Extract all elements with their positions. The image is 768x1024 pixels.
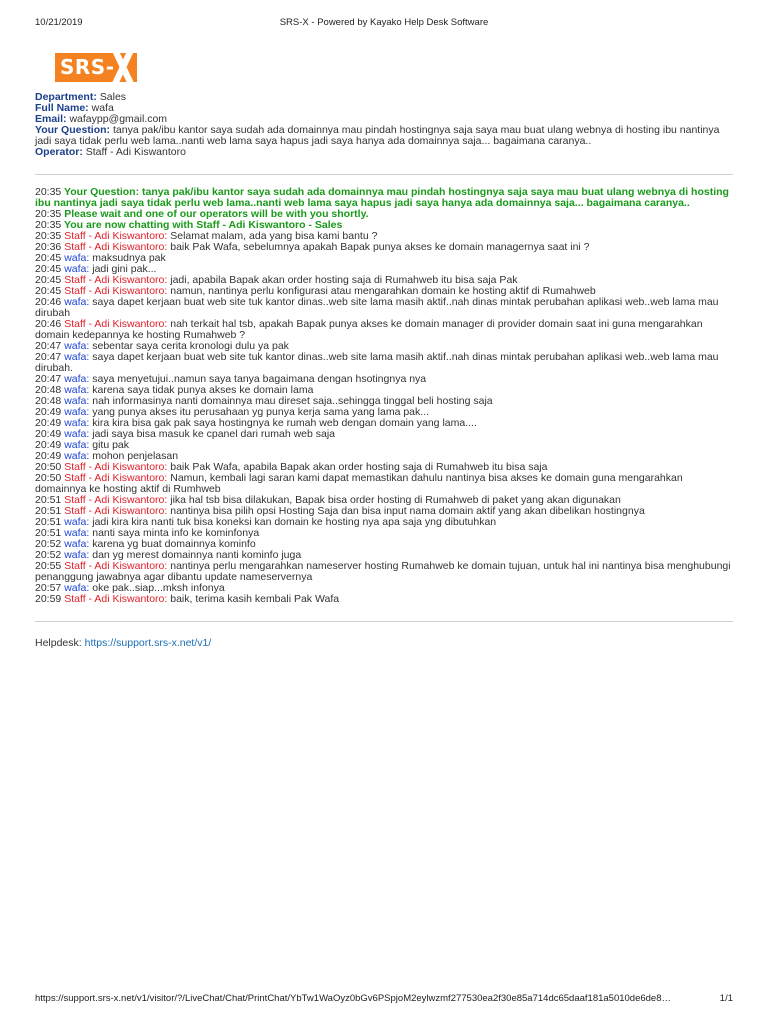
chat-message [35,473,733,495]
message-text: saya dapet kerjaan buat web site tuk kantor dinas..web site lama masih aktif..nah dinas mintak perubahan aplikasi web..web lama mau dirubah [35,296,719,319]
message-time: 20:59 [35,593,62,605]
visitor-name: wafa: [64,417,90,429]
message-time: 20:51 [35,516,62,528]
message-text: sebentar saya cerita kronologi dulu ya pak [92,340,289,352]
operator-label: Operator: [35,146,83,158]
message-time: 20:52 [35,538,62,550]
message-time: 20:50 [35,472,62,484]
message-text: kira kira bisa gak pak saya hostingnya ke rumah web dengan domain yang lama.... [92,417,477,429]
message-time: 20:50 [35,461,62,473]
message-text: karena saya tidak punya akses ke domain lama [92,384,314,396]
operator-name: Staff - Adi Kiswantoro: [64,560,168,572]
message-text: jadi, apabila Bapak akan order hosting saja di Rumahweb itu bisa saja Pak [170,274,518,286]
fullname-value: wafa [91,102,114,114]
message-time: 20:35 [35,230,62,242]
visitor-name: wafa: [64,428,90,440]
helpdesk-line [35,638,733,649]
operator-name: Staff - Adi Kiswantoro: [64,230,168,242]
message-time: 20:36 [35,241,62,253]
message-text: You are now chatting with Staff - Adi Kiswantoro - Sales [64,219,343,231]
visitor-name: wafa: [64,351,90,363]
operator-name: Staff - Adi Kiswantoro: [64,593,168,605]
message-time: 20:55 [35,560,62,572]
message-time: 20:45 [35,274,62,286]
message-text: dan yg merest domainnya nanti kominfo juga [92,549,302,561]
chat-message [35,319,733,341]
operator-value: Staff - Adi Kiswantoro [85,146,186,158]
question-label: Your Question: [35,124,111,136]
divider-bottom [35,621,733,622]
message-text: maksudnya pak [92,252,166,264]
message-time: 20:51 [35,505,62,517]
print-url: https://support.srs-x.net/v1/visitor/?/LiveChat/Chat/PrintChat/YbTw1WaOyz0bGv6PSpjoM2eylwzmf277530ea2f30e85a714dc65daaf181a5010de6de8… [35,993,671,1004]
print-footer [35,993,733,1007]
message-time: 20:45 [35,252,62,264]
chat-transcript [35,187,733,605]
visitor-name: wafa: [64,263,90,275]
message-text: namun, nantinya perlu konfigurasi atau mengarahkan domain ke hosting aktif di Rumahweb [170,285,596,297]
department-label: Department: [35,91,97,103]
helpdesk-label: Helpdesk: [35,637,82,649]
chat-message [35,429,733,440]
visitor-name: wafa: [64,527,90,539]
message-time: 20:47 [35,373,62,385]
operator-name: Staff - Adi Kiswantoro: [64,241,168,253]
message-text: mohon penjelasan [92,450,179,462]
visitor-name: wafa: [64,538,90,550]
message-text: nah terkait hal tsb, apakah Bapak punya akses ke domain manager di provider domain saat ini guna mengarahkan domain kedepannya ke hosting Rumahweb ? [35,318,703,341]
message-text: jadi gini pak... [92,263,157,275]
chat-message [35,561,733,583]
message-text: nantinya perlu mengarahkan nameserver hosting Rumahweb ke domain tujuan, untuk hal ini nantinya bisa menghubungi penanggung jawabnya agar dibantu update nameservernya [35,560,731,583]
message-time: 20:49 [35,450,62,462]
operator-name: Staff - Adi Kiswantoro: [64,505,168,517]
message-time: 20:49 [35,428,62,440]
visitor-name: wafa: [64,296,90,308]
visitor-name: wafa: [64,450,90,462]
chat-message [35,297,733,319]
message-time: 20:45 [35,285,62,297]
message-time: 20:46 [35,318,62,330]
print-page-count: 1/1 [719,993,733,1004]
visitor-name: wafa: [64,395,90,407]
message-time: 20:52 [35,549,62,561]
question-value: tanya pak/ibu kantor saya sudah ada domainnya mau pindah hostingnya saja saya mau buat ulang webnya di hosting ibu nantinya jadi saya tidak perlu web lama..nanti web lama saya hapus jadi saya hanya ada domainnya saja... bagaimana caranya.. [35,124,720,147]
message-text: nantinya bisa pilih opsi Hosting Saja dan bisa input nama domain aktif yang akan dibelikan hostingnya [170,505,645,517]
email-value: wafaypp@gmail.com [69,113,168,125]
message-time: 20:49 [35,406,62,418]
visitor-name: wafa: [64,252,90,264]
message-text: karena yg buat domainnya kominfo [92,538,256,550]
chat-printout [35,92,733,649]
message-time: 20:57 [35,582,62,594]
message-text: nah informasinya nanti domainnya mau direset saja..sehingga tinggal beli hosting saja [92,395,493,407]
visitor-name: wafa: [64,439,90,451]
message-time: 20:35 [35,186,62,198]
department-value: Sales [99,91,127,103]
operator-name: Staff - Adi Kiswantoro: [64,274,168,286]
chat-message [35,352,733,374]
message-text: Please wait and one of our operators will be with you shortly. [64,208,369,220]
question-line [35,125,733,147]
helpdesk-link[interactable]: https://support.srs-x.net/v1/ [84,637,212,649]
message-time: 20:48 [35,384,62,396]
print-date: 10/21/2019 [35,17,83,28]
chat-message [35,594,733,605]
operator-name: Staff - Adi Kiswantoro: [64,472,168,484]
logo-text: SRS- [60,55,115,79]
operator-name: Staff - Adi Kiswantoro: [64,494,168,506]
visitor-name: wafa: [64,516,90,528]
message-text: Selamat malam, ada yang bisa kami bantu ? [170,230,378,242]
message-text: baik, terima kasih kembali Pak Wafa [170,593,340,605]
operator-name: Staff - Adi Kiswantoro: [64,318,168,330]
message-text: jadi kira kira nanti tuk bisa koneksi kan domain ke hosting nya apa saja yng dibutuhkan [92,516,497,528]
message-time: 20:47 [35,340,62,352]
message-time: 20:49 [35,417,62,429]
visitor-name: wafa: [64,582,90,594]
message-time: 20:45 [35,263,62,275]
message-text: jadi saya bisa masuk ke cpanel dari rumah web saja [92,428,336,440]
email-label: Email: [35,113,67,125]
message-text: yang punya akses itu perusahaan yg punya kerja sama yang lama pak... [92,406,430,418]
message-text: saya menyetujui..namun saya tanya bagaimana dengan hsotingnya nya [92,373,427,385]
message-time: 20:35 [35,219,62,231]
department-line [35,92,733,103]
visitor-name: wafa: [64,406,90,418]
message-time: 20:51 [35,494,62,506]
operator-line [35,147,733,158]
message-text: jika hal tsb bisa dilakukan, Bapak bisa order hosting di Rumahweb di paket yang akan digunakan [170,494,621,506]
visitor-name: wafa: [64,373,90,385]
message-text: oke pak..siap...mksh infonya [92,582,225,594]
fullname-label: Full Name: [35,102,89,114]
operator-name: Staff - Adi Kiswantoro: [64,461,168,473]
message-text: Your Question: tanya pak/ibu kantor saya sudah ada domainnya mau pindah hostingnya saja saya mau buat ulang webnya di hosting ibu nantinya jadi saya tidak perlu web lama..nanti web lama saya hapus jadi saya hanya ada domainnya saja... bagaimana caranya.. [35,186,729,209]
message-time: 20:47 [35,351,62,363]
operator-name: Staff - Adi Kiswantoro: [64,285,168,297]
message-time: 20:51 [35,527,62,539]
message-time: 20:49 [35,439,62,451]
message-time: 20:48 [35,395,62,407]
visitor-name: wafa: [64,384,90,396]
message-time: 20:46 [35,296,62,308]
message-text: nanti saya minta info ke kominfonya [92,527,260,539]
message-time: 20:35 [35,208,62,220]
visitor-name: wafa: [64,340,90,352]
message-text: gitu pak [92,439,130,451]
print-header [35,17,733,31]
divider-top [35,174,733,175]
logo-x-icon [109,53,137,82]
message-text: Namun, kembali lagi saran kami dapat memastikan dahulu nantinya bisa akses ke domain guna mengarahkan domainnya ke hosting aktif di Rumhweb [35,472,683,495]
print-title: SRS-X - Powered by Kayako Help Desk Software [279,17,489,28]
srs-x-logo [55,53,137,82]
message-text: baik Pak Wafa, apabila Bapak akan order hosting saja di Rumahweb itu bisa saja [170,461,548,473]
chat-message [35,187,733,209]
message-text: saya dapet kerjaan buat web site tuk kantor dinas..web site lama masih aktif..nah dinas mintak perubahan aplikasi web..web lama mau dirubah. [35,351,719,374]
message-text: baik Pak Wafa, sebelumnya apakah Bapak punya akses ke domain managernya saat ini ? [170,241,590,253]
visitor-name: wafa: [64,549,90,561]
